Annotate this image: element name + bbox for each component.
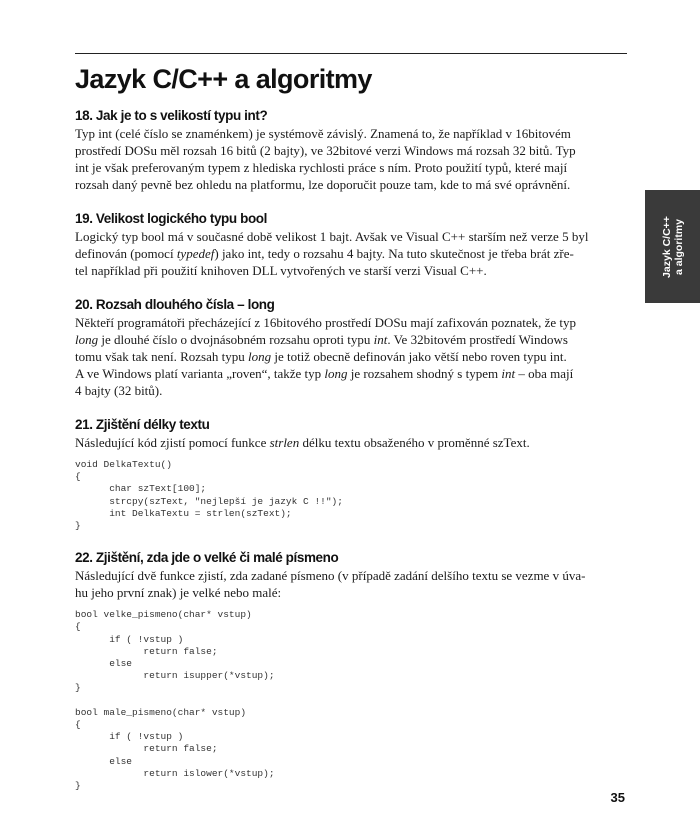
text-line: Typ int (celé číslo se znaménkem) je systémově závislý. Znamená to, že například v 16bitovém — [75, 126, 571, 141]
text-line: Někteří programátoři přecházející z 16bitového prostředí DOSu mají zafixován poznatek, že typ — [75, 315, 577, 330]
text-line: tomu však tak není. Rozsah typu long je totiž obecně definován jako větší nebo roven typu int. — [75, 349, 567, 364]
text-line: long je dlouhé číslo o dvojnásobném rozsahu oproti typu int. Ve 32bitovém prostředí Windows — [75, 332, 568, 347]
page-number: 35 — [610, 790, 625, 805]
chapter-side-tab — [645, 190, 700, 303]
text-line: 4 bajty (32 bitů). — [75, 383, 163, 398]
text-line: Následující kód zjistí pomocí funkce strlen délku textu obsaženého v proměnné szText. — [75, 435, 530, 450]
section-21 — [75, 417, 628, 532]
keyword-long: long — [324, 366, 348, 381]
section-heading: 22. Zjištění, zda jde o velké či malé písmeno — [75, 550, 339, 566]
text-line: definován (pomocí typedef) jako int, tedy o rozsahu 4 bajty. Na tuto skutečnost je třeba brát zře- — [75, 246, 574, 261]
keyword-int: int — [501, 366, 516, 381]
section-heading: 21. Zjištění délky textu — [75, 417, 210, 432]
code-block: void DelkaTextu() { char szText[100]; strcpy(szText, "nejlepší je jazyk C !!"); int DelkaTextu = strlen(szText); } — [75, 459, 343, 532]
keyword-long: long — [247, 349, 272, 364]
page-content — [75, 108, 628, 792]
section-heading: 20. Rozsah dlouhého čísla – long — [75, 297, 275, 312]
section-22 — [75, 550, 628, 792]
paragraph — [75, 125, 628, 193]
section-19 — [75, 211, 628, 279]
paragraph — [75, 567, 628, 601]
text-line: A ve Windows platí varianta „roven“, takže typ long je rozsahem shodný s typem int – oba mají — [75, 366, 574, 381]
side-tab-label: Jazyk C/C++ a algoritmy — [660, 215, 685, 278]
text-line: rozsah daný pevně bez ohledu na platformu, lze doporučit pouze tam, kde to má své oprávnění. — [75, 177, 571, 192]
section-heading: 19. Velikost logického typu bool — [75, 211, 267, 226]
section-heading: 18. Jak je to s velikostí typu int? — [75, 108, 268, 123]
section-18 — [75, 108, 628, 193]
text-line: int je však preferovaným typem z hlediska rychlosti práce s ním. Proto použití typů, které mají — [75, 160, 568, 175]
keyword-strlen: strlen — [269, 435, 300, 450]
keyword-typedef: typedef — [176, 246, 215, 261]
keyword-long: long — [75, 332, 99, 347]
paragraph — [75, 314, 628, 399]
section-20 — [75, 297, 628, 399]
text-line: Následující dvě funkce zjistí, zda zadané písmeno (v případě zadání delšího textu se vezme v úva- — [75, 568, 586, 584]
text-line: hu jeho první znak) je velké nebo malé: — [75, 585, 282, 601]
text-line: tel například při použití knihoven DLL vytvořených ve starší verzi Visual C++. — [75, 263, 487, 278]
code-block: bool velke_pismeno(char* vstup) { if ( !vstup ) return false; else return isupper(*vstup); } bool male_pismeno(char* vstup) { if ( !vstup ) return false; else return islower(*vstup); } — [75, 609, 275, 792]
chapter-title: Jazyk C/C++ a algoritmy — [75, 64, 372, 94]
top-rule — [75, 53, 627, 54]
paragraph — [75, 434, 628, 451]
paragraph — [75, 228, 628, 279]
text-line: Logický typ bool má v současné době velikost 1 bajt. Avšak ve Visual C++ starším než verze 5 byl — [75, 229, 589, 244]
text-line: prostředí DOSu měl rozsah 16 bitů (2 bajty), ve 32bitové verzi Windows má rozsah 32 bitů. Typ — [75, 143, 576, 158]
keyword-int: int — [373, 332, 388, 347]
